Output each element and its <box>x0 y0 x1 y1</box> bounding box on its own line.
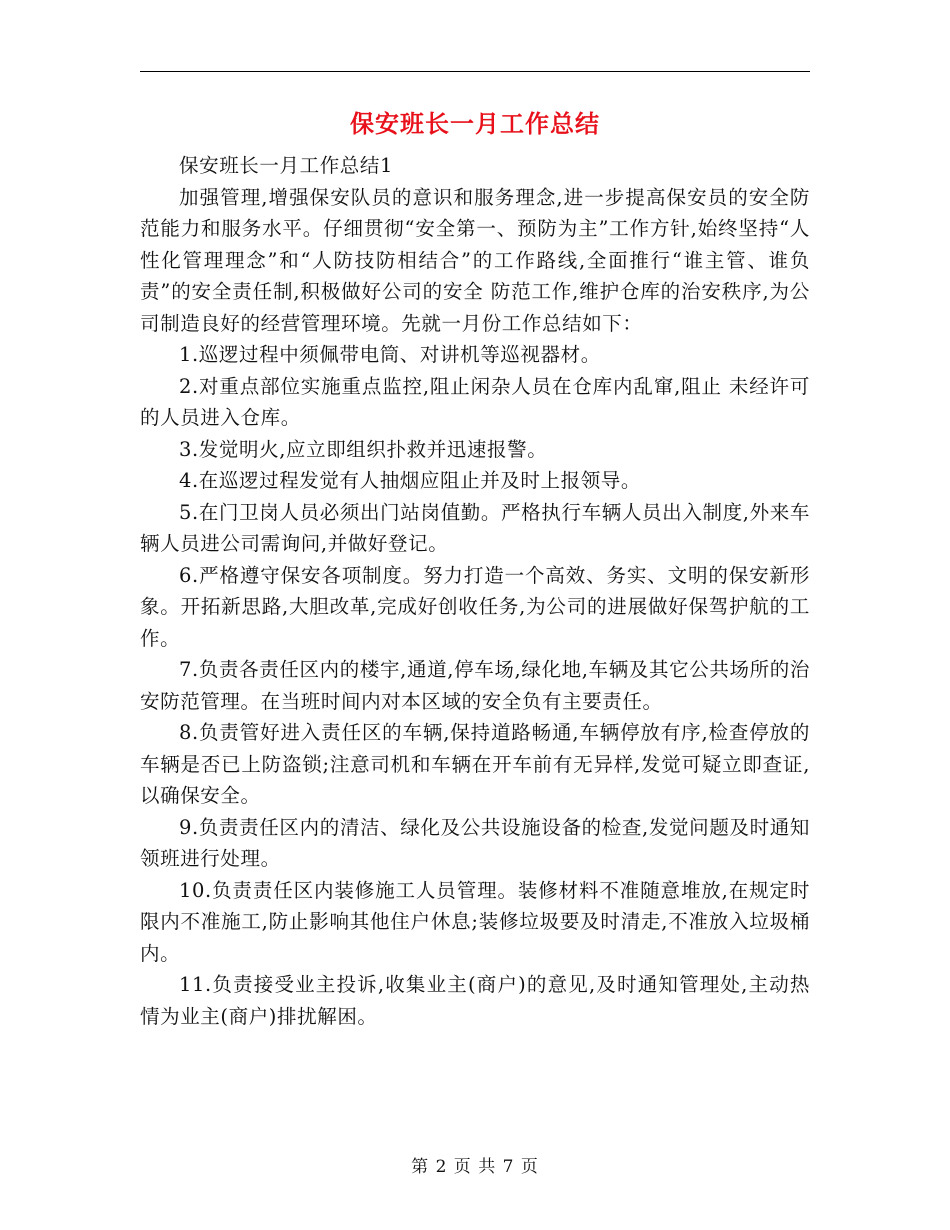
list-item: 10.负责责任区内装修施工人员管理。装修材料不准随意堆放,在规定时限内不准施工,防止影响其他住户休息;装修垃圾要及时清走,不准放入垃圾桶内。 <box>140 878 810 965</box>
list-item: 2.对重点部位实施重点监控,阻止闲杂人员在仓库内乱窜,阻止 未经许可的人员进入仓库。 <box>140 374 810 429</box>
intro-paragraph: 加强管理,增强保安队员的意识和服务理念,进一步提高保安员的安全防范能力和服务水平。仔细贯彻“安全第一、预防为主”工作方针,始终坚持“人性化管理理念”和“人防技防相结合”的工作路线,全面推行“谁主管、谁负责”的安全责任制,积极做好公司的安全 防范工作,维护仓库的治安秩序,为公司制造良好的经营管理环境。先就一月份工作总结如下： <box>140 185 810 335</box>
document-body <box>140 150 810 1032</box>
header-rule <box>140 71 810 72</box>
list-item: 6.严格遵守保安各项制度。努力打造一个高效、务实、文明的保安新形象。开拓新思路,大胆改革,完成好创收任务,为公司的进展做好保驾护航的工作。 <box>140 563 810 650</box>
list-item: 8.负责管好进入责任区的车辆,保持道路畅通,车辆停放有序,检查停放的车辆是否已上防盗锁;注意司机和车辆在开车前有无异样,发觉可疑立即查证,以确保安全。 <box>140 721 810 807</box>
list-item: 3.发觉明火,应立即组织扑救并迅速报警。 <box>179 437 548 461</box>
list-item: 4.在巡逻过程发觉有人抽烟应阻止并及时上报领导。 <box>179 469 642 492</box>
list-item: 5.在门卫岗人员必须出门站岗值勤。严格执行车辆人员出入制度,外来车辆人员进公司需询问,并做好登记。 <box>140 500 810 555</box>
document-title: 保安班长一月工作总结 <box>350 110 600 138</box>
list-item: 7.负责各责任区内的楼宇,通道,停车场,绿化地,车辆及其它公共场所的治安防范管理。在当班时间内对本区域的安全负有主要责任。 <box>140 658 810 713</box>
section-heading: 保安班长一月工作总结1 <box>179 154 394 177</box>
list-item: 9.负责责任区内的清洁、绿化及公共设施设备的检查,发觉问题及时通知领班进行处理。 <box>140 815 810 870</box>
list-item: 11.负责接受业主投诉,收集业主(商户)的意见,及时通知管理处,主动热情为业主(商户)排扰解困。 <box>140 973 810 1028</box>
page-number-footer: 第 2 页 共 7 页 <box>411 1157 539 1177</box>
list-item: 1.巡逻过程中须佩带电筒、对讲机等巡视器材。 <box>179 343 601 366</box>
